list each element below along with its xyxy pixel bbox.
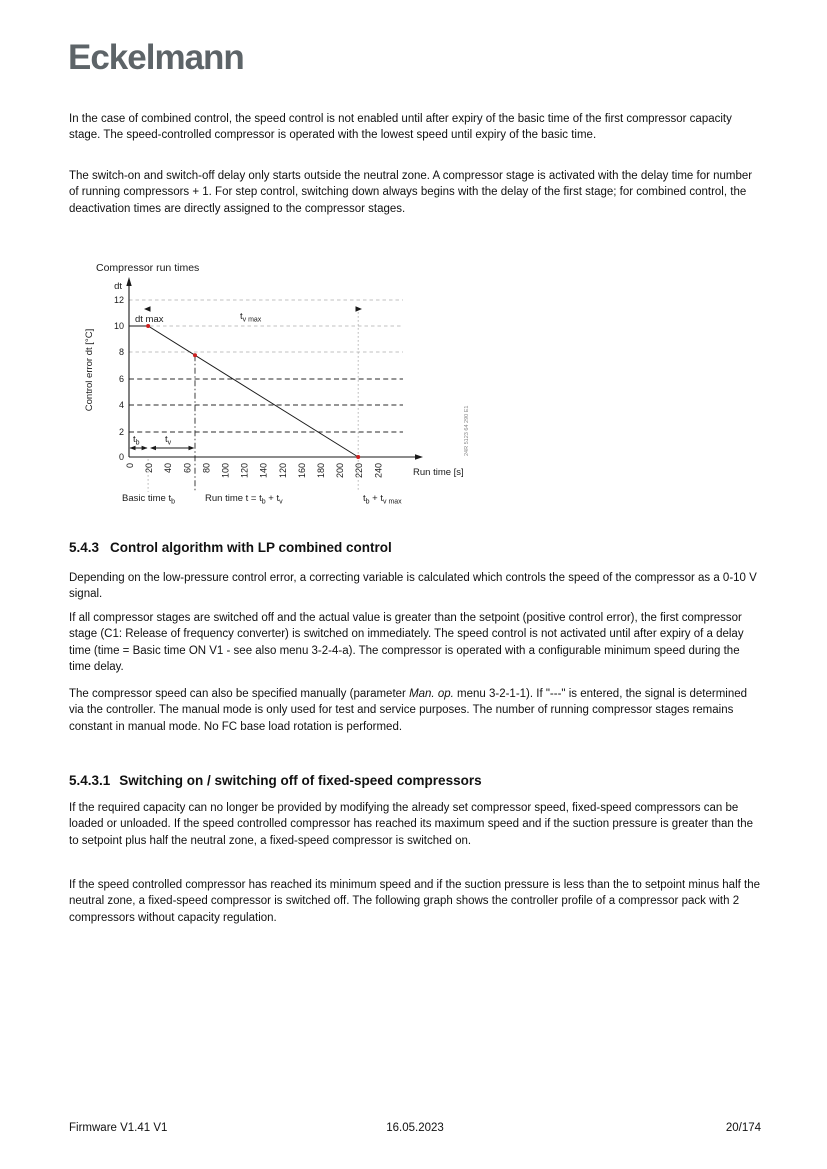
x-axis-arrow-icon bbox=[415, 454, 423, 459]
compressor-run-times-figure bbox=[80, 258, 480, 513]
x-tick-label: 20 bbox=[144, 463, 155, 474]
section-number: 5.4.3 bbox=[69, 540, 100, 555]
marker-dot bbox=[193, 353, 197, 357]
basic-time-label: Basic time $t_b$ bbox=[122, 493, 176, 506]
y-axis-symbol: dt bbox=[114, 281, 122, 292]
tv-span-left-arrow-icon bbox=[150, 446, 156, 451]
y-tick-label: 8 bbox=[118, 347, 124, 357]
footer-date: 16.05.2023 bbox=[386, 1122, 444, 1134]
x-tick-label: 60 bbox=[182, 463, 193, 474]
section-title: Control algorithm with LP combined control bbox=[110, 540, 392, 555]
dt-max-label: dt max bbox=[135, 314, 164, 325]
eckelmann-logo: Eckelmann bbox=[68, 38, 244, 77]
run-time-label: Run time $t = t_b + t_v$ bbox=[205, 493, 283, 506]
compressor-run-times-chart bbox=[80, 258, 480, 513]
x-tick-label: 160 bbox=[296, 463, 307, 479]
paragraph-lp-control-error: Depending on the low-pressure control error, a correcting variable is calculated which controls the speed of the compressor as a 0-10 V signal. bbox=[69, 572, 757, 601]
tb-span-left-arrow-icon bbox=[130, 446, 136, 451]
tb-plus-tvmax-label: $t_b + t_{v max}$ bbox=[363, 493, 402, 506]
x-tick-label: 240 bbox=[373, 463, 384, 479]
x-tick-label: 220 bbox=[354, 463, 365, 479]
tv-span-right-arrow-icon bbox=[189, 446, 195, 451]
section-heading-543 bbox=[69, 540, 761, 555]
marker-dot bbox=[356, 455, 360, 459]
section-number: 5.4.3.1 bbox=[69, 773, 111, 788]
paragraph-manual-speed bbox=[69, 686, 761, 735]
paragraph-text: menu 3-2-1-1). If "---" is entered, the signal is determined via the controller. The manual mode is only used for test and service purposes. The number of running compressor stages remains constant in manual mode. No FC base load rotation is performed. bbox=[69, 688, 748, 733]
x-tick-label: 40 bbox=[163, 463, 174, 474]
paragraph-stage-switch-on: If all compressor stages are switched off and the actual value is greater than the setpoint (positive control error), the first compressor stage (C1: Release of frequency converter) is switched on immediately. The speed control is not activated until after expiry of a delay time (time = Basic time ON V1 - see also menu 3-2-4-a). The compressor is operated with a configurable minimum speed during the time delay. bbox=[69, 612, 744, 674]
paragraph-switch-delay: The switch-on and switch-off delay only starts outside the neutral zone. A compressor stage is activated with the delay time for number of running compressors + 1. For step control, switching down always begins with the delay of the first stage; for combined control, the deactivation times are directly assigned to the compressor stages. bbox=[69, 170, 753, 215]
y-tick-label: 6 bbox=[118, 374, 124, 384]
x-tick-label: 200 bbox=[335, 463, 346, 479]
data-line bbox=[129, 326, 358, 457]
page-footer bbox=[69, 1122, 761, 1134]
paragraph-combined-control: In the case of combined control, the speed control is not enabled until after expiry of the basic time of the first compressor capacity stage. The speed-controlled compressor is operated with the lowest speed until expiry of the basic time. bbox=[69, 113, 732, 142]
x-tick-label: 120 bbox=[239, 463, 250, 479]
tv-label: $t_v$ bbox=[165, 434, 172, 447]
tv-max-left-arrow-icon bbox=[144, 306, 151, 312]
paragraph-fixed-speed-on: If the required capacity can no longer be provided by modifying the already set compressor speed, fixed-speed compressors can be loaded or unloaded. If the speed controlled compressor has reached its maximum speed and if the suction pressure is greater than the to setpoint plus half the neutral zone, a fixed-speed compressor is switched on. bbox=[69, 802, 754, 847]
tb-label: $t_b$ bbox=[133, 434, 140, 447]
y-tick-label: 2 bbox=[118, 427, 124, 437]
paragraph-fixed-speed-off: If the speed controlled compressor has reached its minimum speed and if the suction pressure is less than the to setpoint minus half the neutral zone, a fixed-speed compressor is switched off. The following graph shows the controller profile of a compressor pack with 2 compressors without capacity regulation. bbox=[69, 879, 761, 924]
x-tick-label: 80 bbox=[201, 463, 212, 474]
section-heading-5431 bbox=[69, 773, 761, 788]
footer-page-number: 20/174 bbox=[725, 1122, 762, 1134]
y-axis-arrow-icon bbox=[126, 277, 131, 286]
tv-max-label: $t_{v max}$ bbox=[240, 311, 262, 324]
man-op-parameter: Man. op. bbox=[409, 688, 454, 700]
section-title: Switching on / switching off of fixed-speed compressors bbox=[119, 773, 482, 788]
doc-number-label: 24R 5123 64 290 E1 bbox=[464, 405, 470, 456]
y-tick-label: 4 bbox=[118, 400, 124, 410]
footer-firmware-version: Firmware V1.41 V1 bbox=[69, 1122, 168, 1134]
x-tick-label: 120 bbox=[277, 463, 288, 479]
x-axis-label: Run time [s] bbox=[413, 467, 464, 478]
x-tick-label: 100 bbox=[220, 463, 231, 479]
y-tick-label: 10 bbox=[113, 321, 124, 331]
tb-span-right-arrow-icon bbox=[142, 446, 148, 451]
y-axis-label: Control error dt [°C] bbox=[84, 328, 95, 412]
x-tick-label: 180 bbox=[316, 463, 326, 479]
tv-max-right-arrow-icon bbox=[356, 306, 363, 312]
chart-title: Compressor run times bbox=[96, 262, 200, 274]
x-tick-label: 0 bbox=[125, 463, 135, 469]
y-tick-label: 12 bbox=[113, 295, 124, 305]
x-tick-label: 140 bbox=[258, 463, 269, 479]
y-tick-label: 0 bbox=[118, 452, 124, 462]
paragraph-text: The compressor speed can also be specified manually (parameter bbox=[69, 688, 410, 700]
